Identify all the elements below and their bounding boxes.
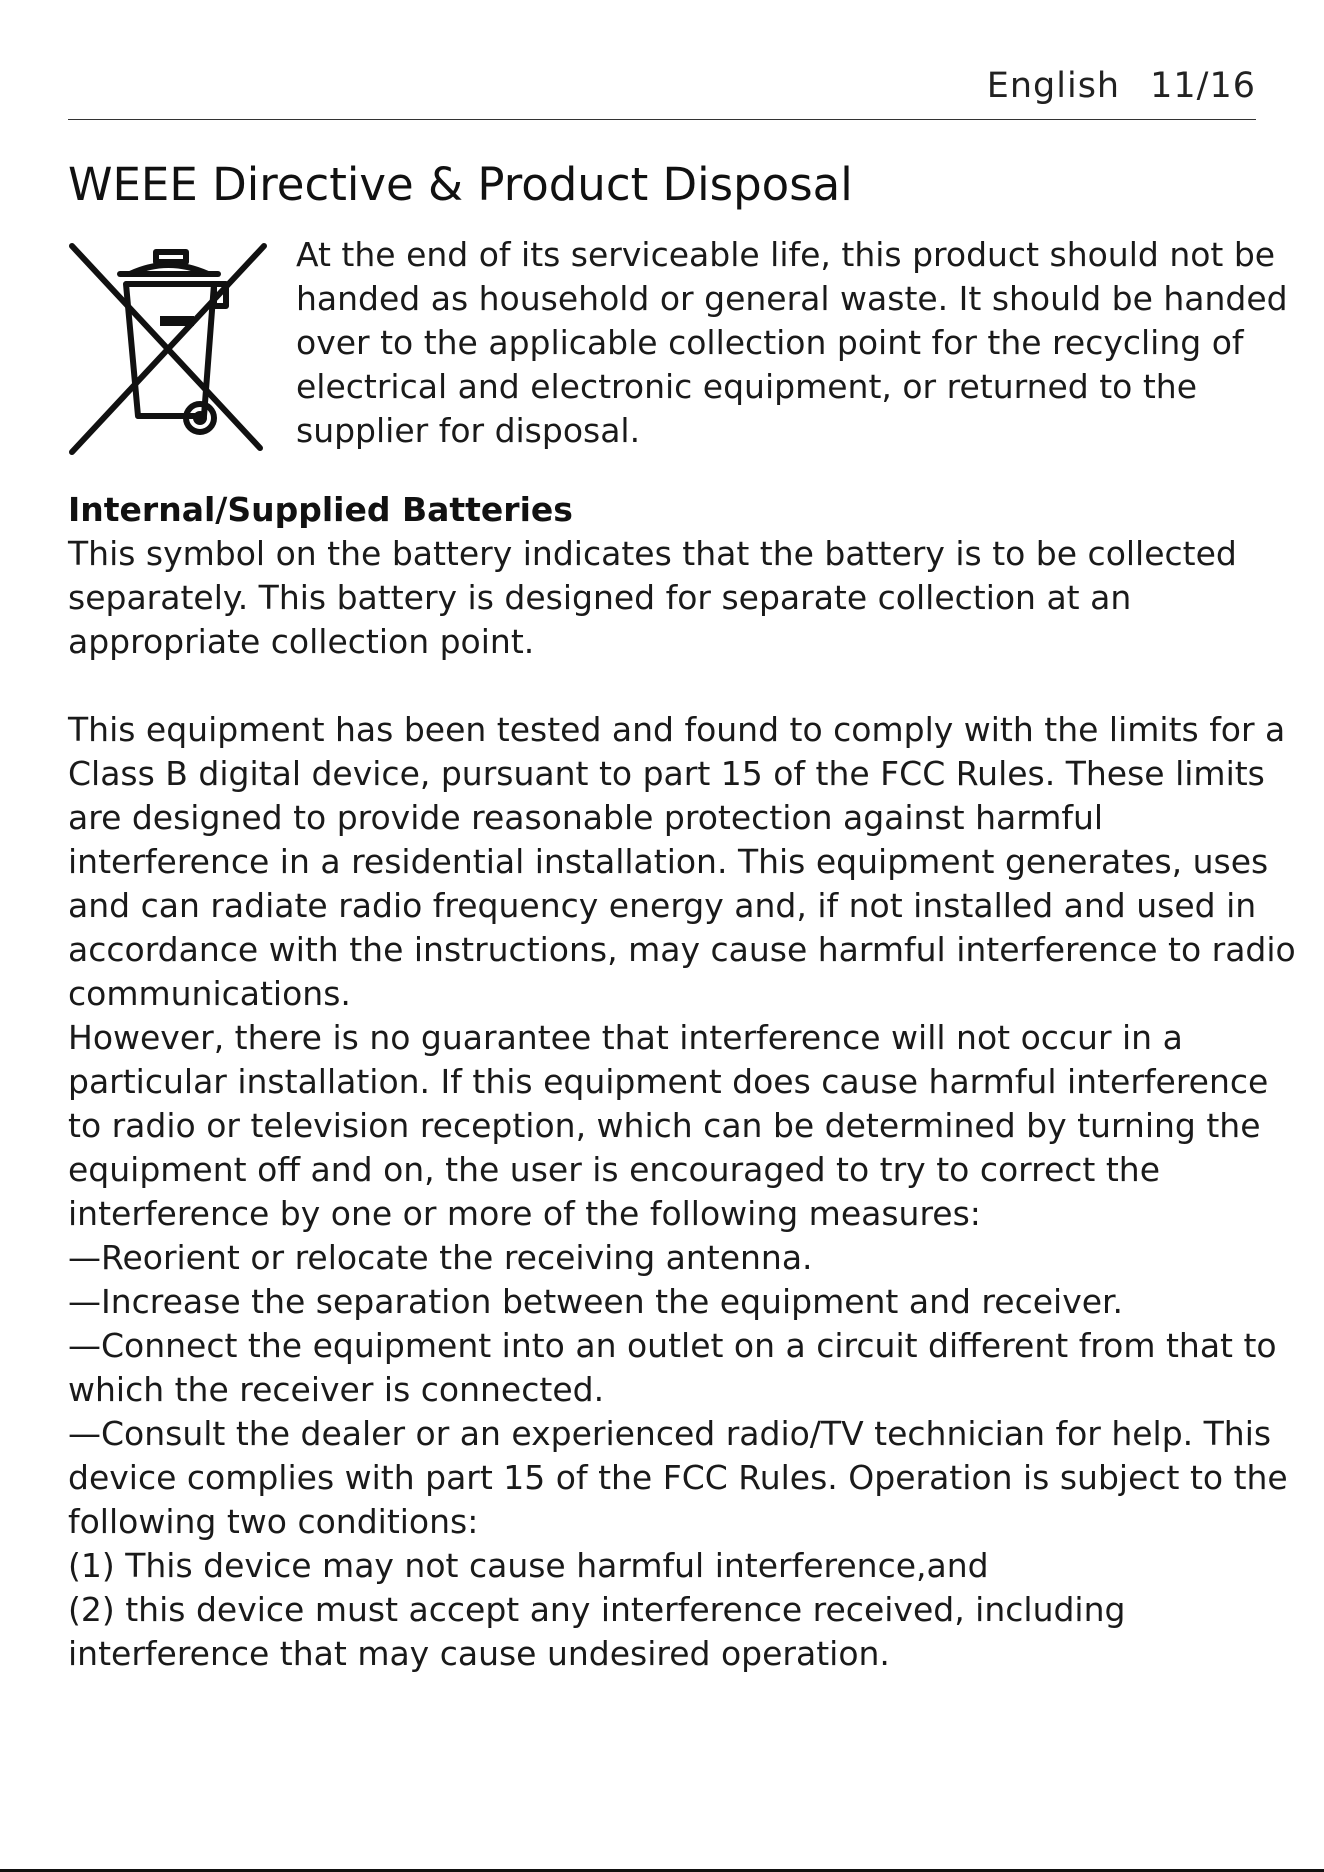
text-line: electrical and electronic equipment, or returned to the	[296, 367, 1198, 406]
text-line: accordance with the instructions, may cause harmful interference to radio	[68, 930, 1296, 969]
text-line: interference by one or more of the following measures:	[68, 1194, 981, 1233]
text-line: and can radiate radio frequency energy and, if not installed and used in	[68, 886, 1257, 925]
text-line: to radio or television reception, which can be determined by turning the	[68, 1106, 1261, 1145]
list-item: —Increase the separation between the equipment and receiver.	[68, 1282, 1124, 1321]
fcc-statement	[68, 708, 1296, 1676]
text-line: following two conditions:	[68, 1502, 479, 1541]
header-divider	[68, 119, 1256, 120]
text-line: Class B digital device, pursuant to part 15 of the FCC Rules. These limits	[68, 754, 1265, 793]
list-item: —Connect the equipment into an outlet on a circuit different from that to	[68, 1326, 1277, 1365]
text-line: supplier for disposal.	[296, 411, 641, 450]
list-item: —Reorient or relocate the receiving antenna.	[68, 1238, 813, 1277]
list-item: —Consult the dealer or an experienced radio/TV technician for help. This	[68, 1414, 1272, 1453]
page-header	[987, 66, 1256, 106]
page-number: 11/16	[1150, 66, 1256, 106]
batteries-heading: Internal/Supplied Batteries	[68, 490, 573, 529]
condition-item: (2) this device must accept any interference received, including	[68, 1590, 1126, 1629]
text-line: interference that may cause undesired operation.	[68, 1634, 890, 1673]
crossed-out-wheelie-bin-icon	[68, 240, 268, 456]
text-line: This symbol on the battery indicates that the battery is to be collected	[68, 534, 1237, 573]
text-line: At the end of its serviceable life, this product should not be	[296, 235, 1276, 274]
text-line: handed as household or general waste. It should be handed	[296, 279, 1288, 318]
language-label: English	[986, 66, 1121, 106]
text-line: equipment off and on, the user is encouraged to try to correct the	[68, 1150, 1161, 1189]
text-line: over to the applicable collection point for the recycling of	[296, 323, 1244, 362]
text-line: device complies with part 15 of the FCC Rules. Operation is subject to the	[68, 1458, 1288, 1497]
text-line: This equipment has been tested and found to comply with the limits for a	[68, 710, 1286, 749]
batteries-paragraph	[68, 532, 1237, 664]
text-line: appropriate collection point.	[68, 622, 535, 661]
text-line: However, there is no guarantee that interference will not occur in a	[68, 1018, 1183, 1057]
text-line: which the receiver is connected.	[68, 1370, 605, 1409]
condition-item: (1) This device may not cause harmful interference,and	[68, 1546, 989, 1585]
text-line: interference in a residential installation. This equipment generates, uses	[68, 842, 1269, 881]
text-line: separately. This battery is designed for separate collection at an	[68, 578, 1132, 617]
page-title: WEEE Directive & Product Disposal	[68, 158, 853, 211]
text-line: are designed to provide reasonable protection against harmful	[68, 798, 1104, 837]
text-line: communications.	[68, 974, 351, 1013]
disposal-paragraph	[296, 233, 1288, 453]
text-line: particular installation. If this equipment does cause harmful interference	[68, 1062, 1269, 1101]
